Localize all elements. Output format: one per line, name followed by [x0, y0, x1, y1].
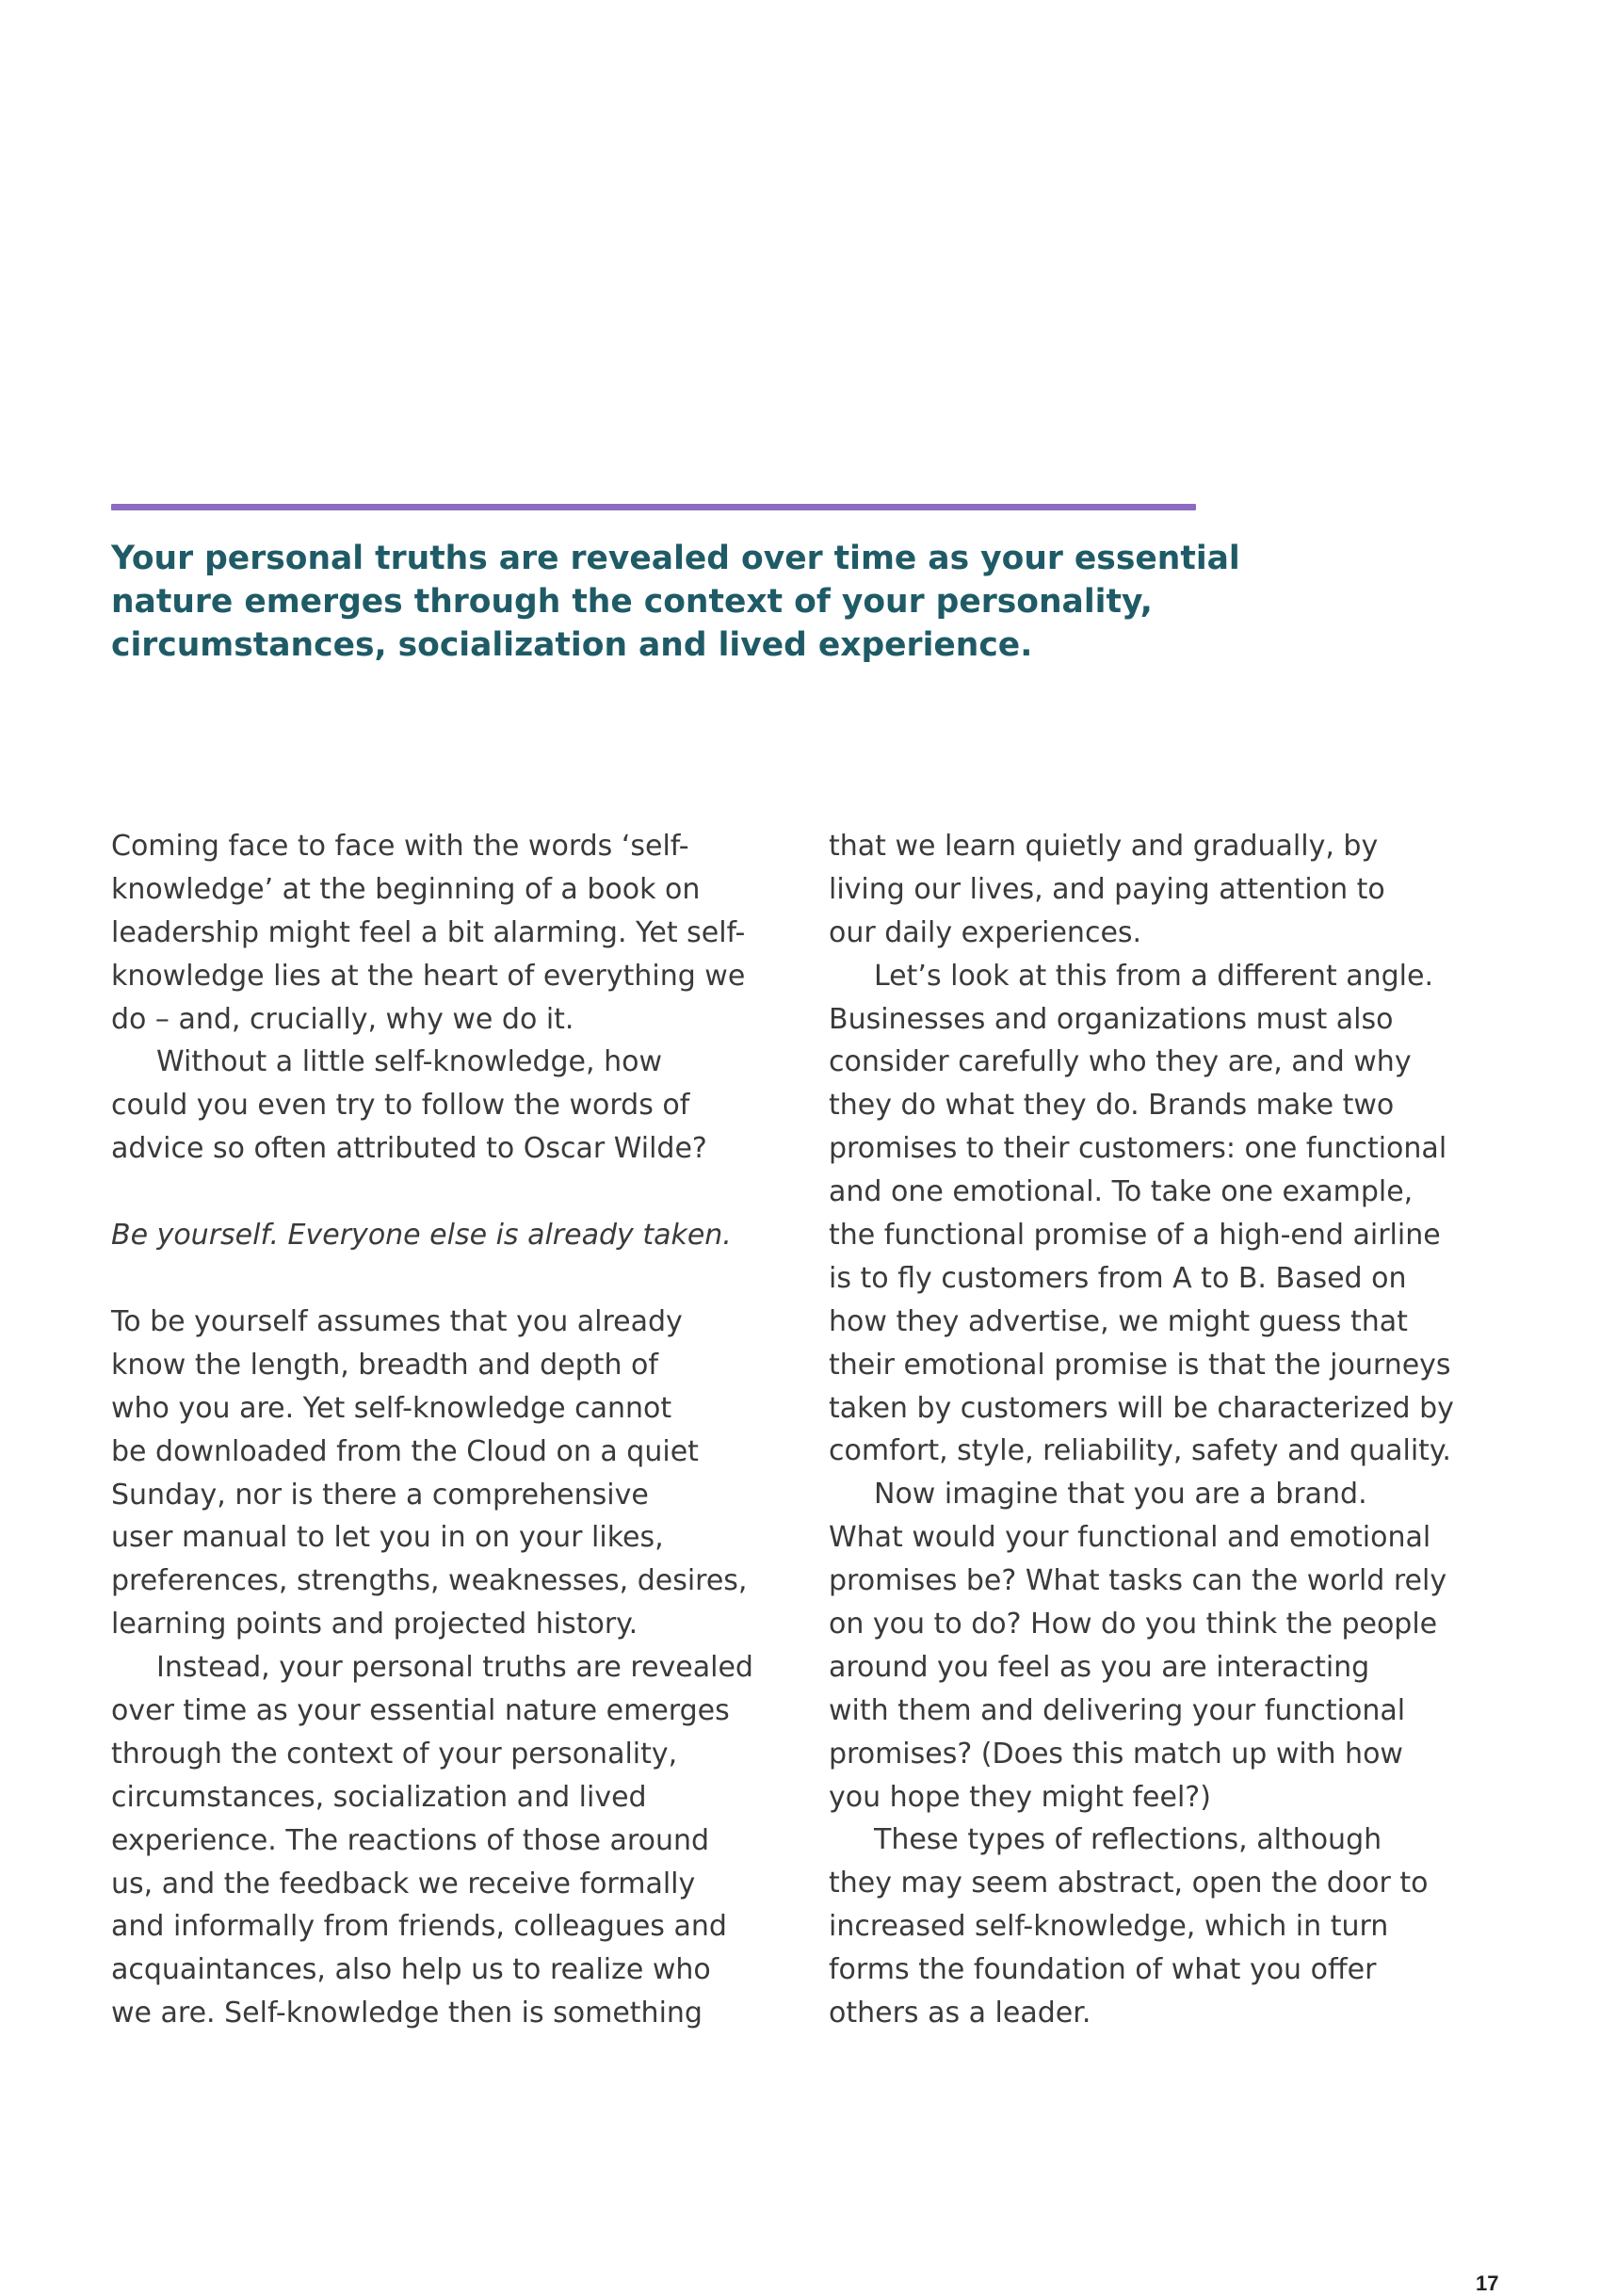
- body-text-line: others as a leader.: [829, 1997, 1091, 2030]
- divider-rule: [111, 504, 1196, 510]
- body-text-line: with them and delivering your functional: [829, 1693, 1406, 1727]
- body-text-line: promises? (Does this match up with how: [829, 1737, 1403, 1771]
- body-text-line: they may seem abstract, open the door to: [829, 1867, 1429, 1900]
- body-text-line: their emotional promise is that the journeys: [829, 1348, 1451, 1382]
- body-text-line: and one emotional. To take one example,: [829, 1175, 1414, 1209]
- body-text-line: who you are. Yet self-knowledge cannot: [111, 1391, 672, 1425]
- paragraph-gap: [111, 1171, 789, 1214]
- body-text-line: is to fly customers from A to B. Based on: [829, 1261, 1407, 1295]
- body-text-line: Coming face to face with the words ‘self-: [111, 830, 689, 863]
- body-text-line: experience. The reactions of those around: [111, 1823, 710, 1857]
- paragraph-gap: [111, 1257, 789, 1301]
- body-text-line: you hope they might feel?): [829, 1780, 1211, 1814]
- right-column: [829, 825, 1507, 2035]
- body-text-line: learning points and projected history.: [111, 1608, 638, 1641]
- body-text-line: Let’s look at this from a different angle.: [874, 959, 1434, 993]
- body-text-line: the functional promise of a high-end airline: [829, 1219, 1441, 1253]
- body-text-line: how they advertise, we might guess that: [829, 1304, 1408, 1338]
- body-text-line: consider carefully who they are, and why: [829, 1045, 1412, 1079]
- body-text-line: be downloaded from the Cloud on a quiet: [111, 1434, 699, 1468]
- body-text-line: promises to their customers: one functional: [829, 1132, 1447, 1166]
- left-column: [111, 825, 789, 2035]
- body-text-line: increased self-knowledge, which in turn: [829, 1910, 1389, 1944]
- body-text-line: promises be? What tasks can the world rely: [829, 1564, 1447, 1598]
- body-text-line: through the context of your personality,: [111, 1737, 678, 1771]
- pull-quote: [111, 533, 1269, 663]
- body-text-line: our daily experiences.: [829, 915, 1142, 949]
- body-text-line: and informally from friends, colleagues and: [111, 1910, 727, 1944]
- page-number: 17: [1476, 2272, 1499, 2295]
- body-text-line: Instead, your personal truths are revealed: [156, 1651, 753, 1685]
- body-text-line: knowledge lies at the heart of everything we: [111, 959, 746, 993]
- body-text-line: over time as your essential nature emerges: [111, 1694, 730, 1728]
- body-text-line: they do what they do. Brands make two: [829, 1089, 1395, 1123]
- body-text-line: advice so often attributed to Oscar Wilde?: [111, 1132, 707, 1166]
- body-text-line: forms the foundation of what you offer: [829, 1953, 1377, 1987]
- body-text-line: Now imagine that you are a brand.: [874, 1478, 1367, 1512]
- body-text-line: To be yourself assumes that you already: [111, 1305, 683, 1339]
- body-text-line: leadership might feel a bit alarming. Yet self-: [111, 915, 746, 949]
- body-text-line: What would your functional and emotional: [829, 1521, 1431, 1555]
- body-text-line: knowledge’ at the beginning of a book on: [111, 872, 701, 906]
- body-text-line: circumstances, socialization and lived: [111, 1780, 647, 1814]
- body-text-line: acquaintances, also help us to realize who: [111, 1953, 711, 1987]
- body-text-line: Sunday, nor is there a comprehensive: [111, 1478, 649, 1512]
- body-text-line: Businesses and organizations must also: [829, 1002, 1394, 1036]
- body-text-line: know the length, breadth and depth of: [111, 1348, 658, 1382]
- body-text-line: living our lives, and paying attention to: [829, 872, 1385, 906]
- pull-quote-line: nature emerges through the context of your personality,: [111, 582, 1153, 621]
- body-text-line: preferences, strengths, weaknesses, desires,: [111, 1564, 748, 1598]
- body-text-line: user manual to let you in on your likes,: [111, 1521, 664, 1555]
- body-text-line: These types of reflections, although: [874, 1823, 1382, 1857]
- body-text-line: us, and the feedback we receive formally: [111, 1867, 696, 1900]
- body-text-line: could you even try to follow the words of: [111, 1089, 690, 1123]
- body-text-line: on you to do? How do you think the people: [829, 1608, 1438, 1641]
- body-text-line: Without a little self-knowledge, how: [156, 1045, 662, 1079]
- body-text-line: around you feel as you are interacting: [829, 1650, 1370, 1684]
- pull-quote-line: circumstances, socialization and lived experience.: [111, 625, 1033, 664]
- body-text-line: we are. Self-knowledge then is something: [111, 1997, 703, 2030]
- body-text-line: that we learn quietly and gradually, by: [829, 830, 1379, 863]
- pull-quote-line: Your personal truths are revealed over time as your essential: [111, 540, 1240, 577]
- body-text-line: comfort, style, reliability, safety and quality.: [829, 1434, 1451, 1468]
- body-text-line: taken by customers will be characterized by: [829, 1391, 1454, 1425]
- quotation-line: Be yourself. Everyone else is already taken.: [111, 1219, 732, 1253]
- body-text-line: do – and, crucially, why we do it.: [111, 1002, 574, 1036]
